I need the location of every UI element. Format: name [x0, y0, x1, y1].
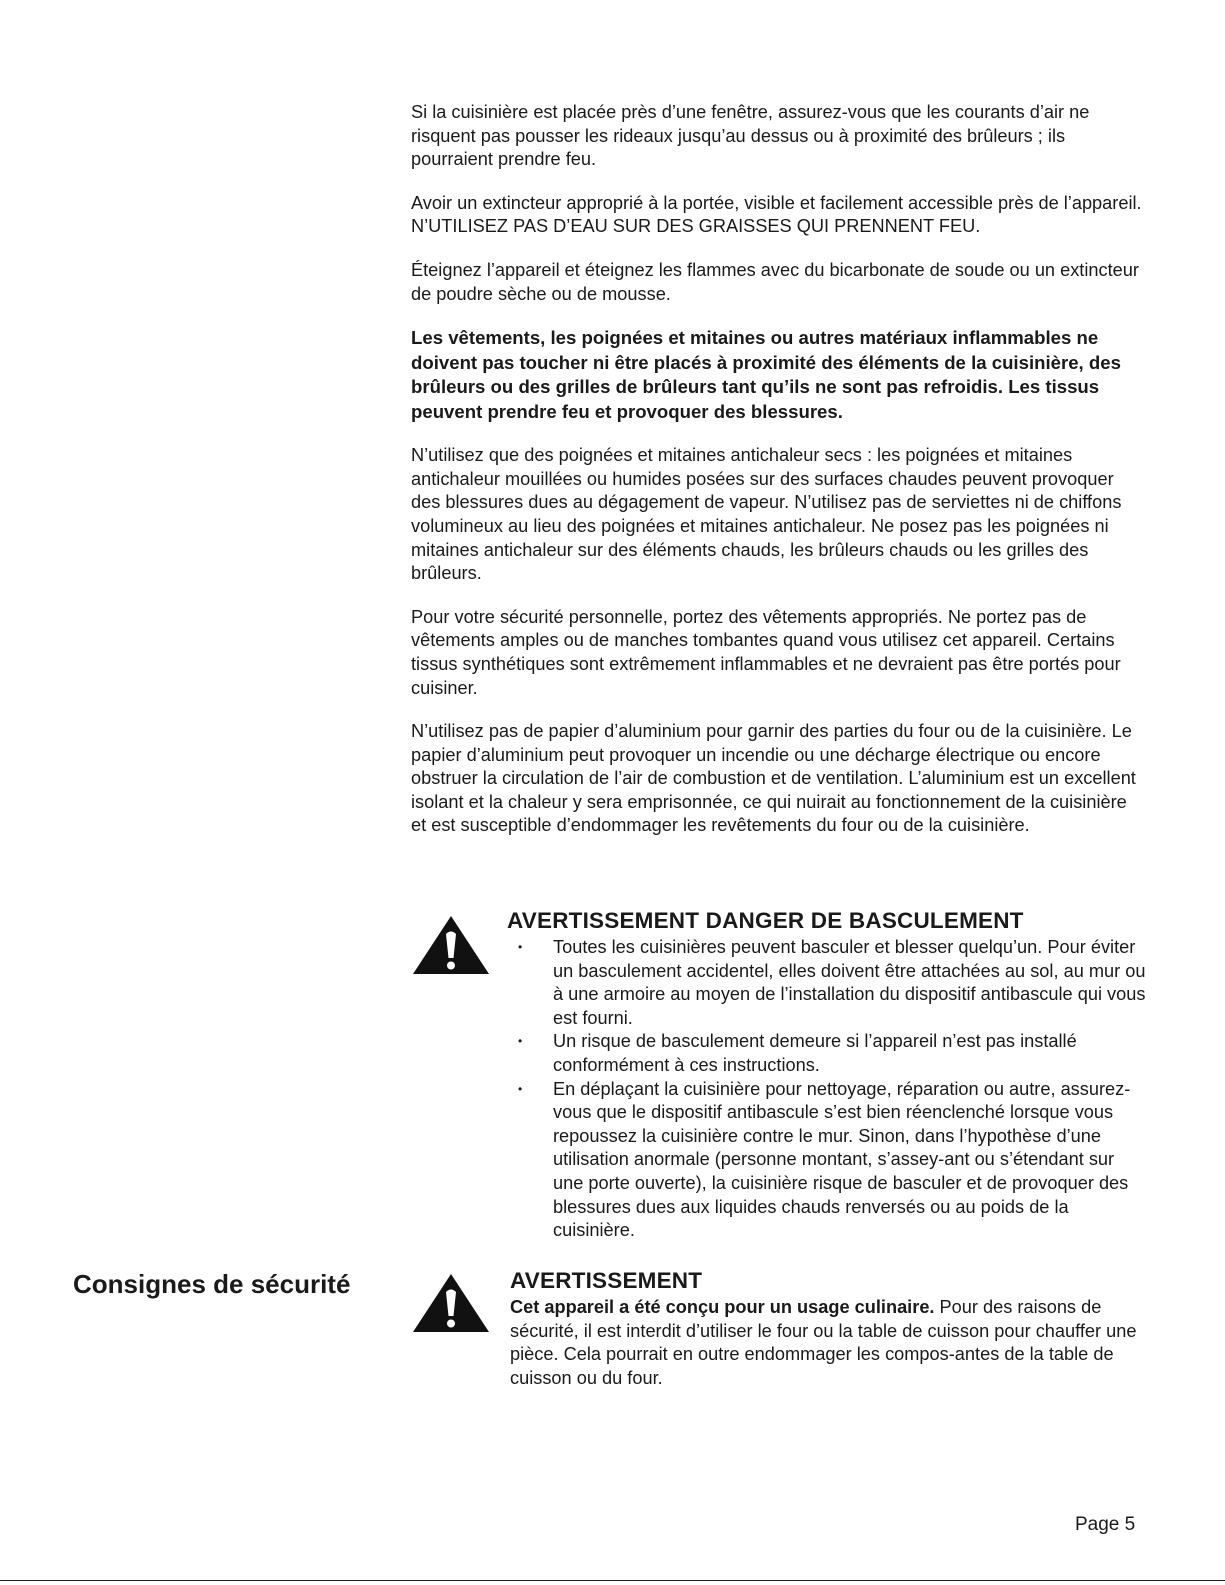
- paragraph-clothing: Pour votre sécurité personnelle, portez des vêtements appropriés. Ne portez pas de vêtements amples ou de manches tombantes quand vous utilisez cet appareil. Certains tissus synthétiques sont extrêmement inflammables et ne devraient pas être portés pour cuisiner.: [411, 606, 1121, 698]
- paragraph-extinguish-flames: Éteignez l’appareil et éteignez les flammes avec du bicarbonate de soude ou un extincteur de poudre sèche ou de mousse.: [411, 259, 1139, 304]
- usage-warning-body: [510, 1268, 1150, 1390]
- tip-over-warning-body: [507, 908, 1147, 1243]
- paragraph-flammable-materials: Les vêtements, les poignées et mitaines ou autres matériaux inflammables ne doivent pas toucher ni être placés à proximité des éléments de la cuisinière, des brûleurs ou des grilles de brûleurs tant qu’ils ne sont pas refroidis. Les tissus peuvent prendre feu et provoquer des blessures.: [411, 327, 1121, 422]
- main-text-column: [411, 101, 1146, 858]
- bullet-icon: •: [518, 1081, 523, 1096]
- section-heading: Consignes de sécurité: [73, 1269, 351, 1299]
- paragraph-potholders: N’utilisez que des poignées et mitaines antichaleur secs : les poignées et mitaines antichaleur mouillées ou humides posées sur des surfaces chaudes peuvent provoquer des blessures dues au dégagement de vapeur. N’utilisez pas de serviettes ni de chiffons volumineux au lieu des poignées et mitaines antichaleur. Ne posez pas les poignées ni mitaines antichaleur sur des éléments chauds, les brûleurs chauds ou les grilles des brûleurs.: [411, 445, 1122, 584]
- usage-warning-lead: Cet appareil a été conçu pour un usage culinaire.: [510, 1297, 935, 1317]
- usage-warning-title: AVERTISSEMENT: [510, 1268, 703, 1293]
- usage-warning-detail: Pour des raisons de sécurité, il est interdit d’utiliser le four ou la table de cuisson pour chauffer une pièce. Cela pourrait en outre endommager les compos-antes de la table de cuisson ou du four.: [510, 1297, 1137, 1388]
- bullet-text: En déplaçant la cuisinière pour nettoyage, réparation ou autre, assurez-vous que le dispositif antibascule s’est bien réenclenché lorsque vous repoussez la cuisinière contre le mur. Sinon, dans l’hypothèse d’une utilisation anormale (personne montant, s’assey-ant ou s’étendant sur une porte ouverte), la cuisinière risque de basculer et de provoquer des blessures dues aux liquides chauds renversés ou au poids de la cuisinière.: [553, 1078, 1131, 1241]
- warning-triangle-icon: [411, 1272, 491, 1336]
- warning-triangle-icon: [411, 914, 491, 978]
- usage-warning-text: [510, 1296, 1150, 1390]
- tip-over-bullet-list: [507, 936, 1147, 1243]
- bottom-rule: [0, 1580, 1225, 1581]
- page-number: Page 5: [1075, 1514, 1136, 1535]
- paragraph-extinguisher: Avoir un extincteur approprié à la portée, visible et facilement accessible près de l’appareil. N’UTILISEZ PAS D’EAU SUR DES GRAISSES QUI PRENNENT FEU.: [411, 192, 1142, 237]
- tip-over-warning-title: AVERTISSEMENT DANGER DE BASCULEMENT: [507, 908, 1024, 933]
- bullet-text: Un risque de basculement demeure si l’appareil n’est pas installé conformément à ces instructions.: [553, 1031, 1077, 1075]
- bullet-text: Toutes les cuisinières peuvent basculer et blesser quelqu’un. Pour éviter un basculement accidentel, elles doivent être attachées au sol, au mur ou à une armoire au moyen de l’installation du dispositif antibascule qui vous est fourni.: [553, 937, 1146, 1028]
- list-item: [507, 1078, 1147, 1243]
- bullet-icon: •: [518, 940, 523, 954]
- bullet-icon: •: [518, 1034, 523, 1049]
- paragraph-window-curtains: Si la cuisinière est placée près d’une fenêtre, assurez-vous que les courants d’air ne risquent pas pousser les rideaux jusqu’au dessus ou à proximité des brûleurs ; ils pourraient prendre feu.: [411, 102, 1090, 170]
- list-item: [507, 936, 1147, 1030]
- paragraph-aluminium-foil: N’utilisez pas de papier d’aluminium pour garnir des parties du four ou de la cuisinière. Le papier d’aluminium peut provoquer un incendie ou une décharge électrique ou encore obstruer la circulation de l’air de combustion et de ventilation. L’aluminium est un excellent isolant et la chaleur y sera emprisonnée, ce qui nuirait au fonctionnement de la cuisinière et est susceptible d’endommager les revêtements du four ou de la cuisinière.: [411, 721, 1136, 836]
- list-item: [507, 1030, 1147, 1077]
